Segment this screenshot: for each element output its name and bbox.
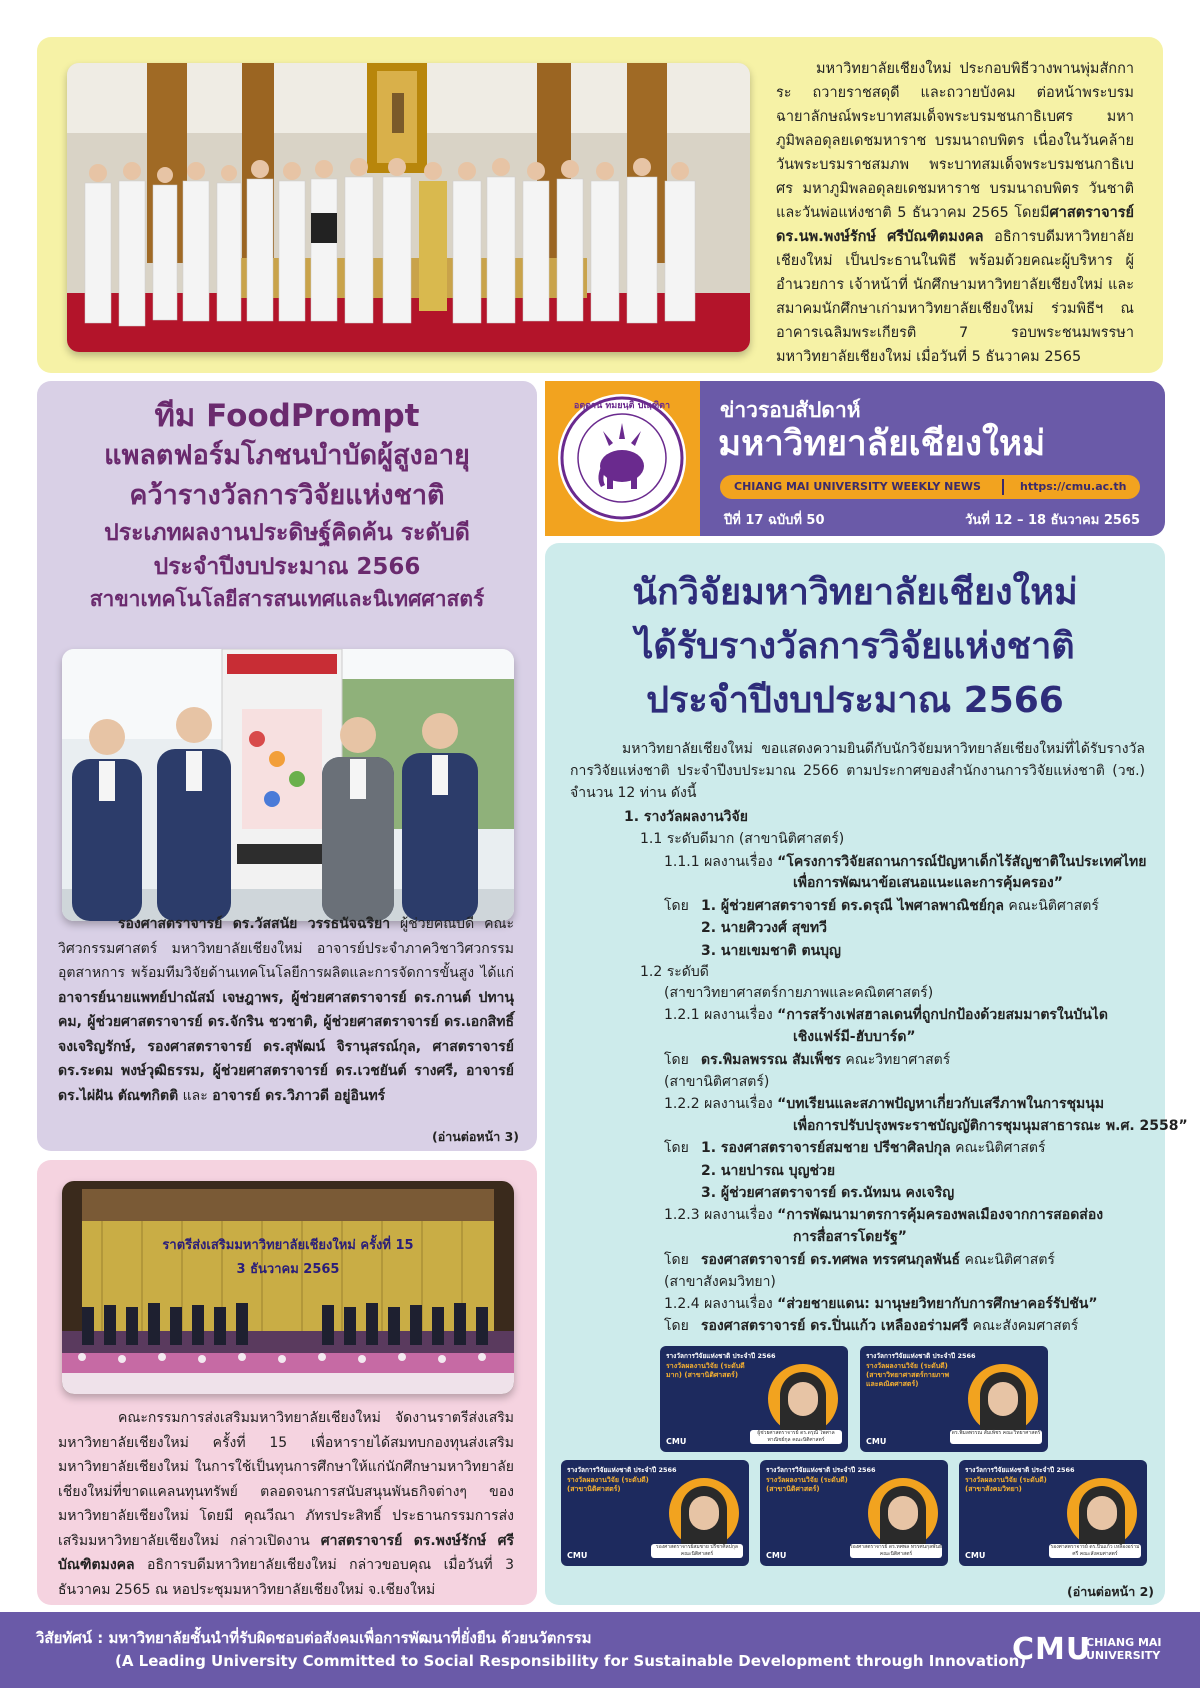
cmu-footer-logo-icon: CMU [1012,1632,1092,1667]
stage-banner-title: ราตรีส่งเสริมมหาวิทยาลัยเชียงใหม่ ครั้งที่ 15 [162,1238,414,1253]
masthead-url-link[interactable]: https://cmu.ac.th [1020,480,1127,493]
award-1-2: 1.2 ระดับดี [640,964,709,980]
award-section-1: 1. รางวัลผลงานวิจัย [624,809,748,825]
foodprompt-text: รองศาสตราจารย์ ดร.วัสสนัย วรรธนัจฉริยา ผู้ช่วยคณบดี คณะวิศวกรรมศาสตร์ มหาวิทยาลัยเชียงใหม่ อาจารย์ประจำภาควิชาวิศวกรรมอุตสาหการ พร้อมทีมวิจัยด้านเทคโนโลยีการผลิตและการจัดการขั้นสูง ได้แก่ อาจารย์นายแพทย์ปาณัสม์ เจษฎาพร, ผู้ช่วยศาสตราจารย์ ดร.กานต์ ปทานุคม, ผู้ช่วยศาสตราจารย์ ดร.จักริน ชวชาติ, ผู้ช่วยศาสตราจารย์ ดร.เอกสิทธิ์ จงเจริญรักษ์, รองศาสตราจารย์ ดร.สุพัฒน์ จิรานุสรณ์กุล, ศาสตราจารย์ ดร.ระดม พงษ์วุฒิธรรม, ผู้ช่วยศาสตราจารย์ ดร.เวชยันต์ รางศรี, อาจารย์ ดร.ไผ่ฝัน ตัณฑกิตติ และ อาจารย์ ดร.วิภาวดี อยู่อินทร์ [58,916,514,1104]
seal-motto: อตฺตานํ ทมยนฺติ ปณฺฑิตา [573,401,671,411]
researcher: รองศาสตราจารย์ ดร.ปิ่นแก้ว เหลืองอร่ามศรี คณะสังคมศาสตร์ [701,1318,1079,1334]
award-card: รางวัลการวิจัยแห่งชาติ ประจำปี 2566 รางวัลผลงานวิจัย (ระดับดีมาก) (สาขานิติศาสตร์) ผู้ช่วยศาสตราจารย์ ดร.ดรุณี ไพศาลพาณิชย์กุล คณะนิติศาสตร์ CMU [660,1346,848,1452]
award-card: รางวัลการวิจัยแห่งชาติ ประจำปี 2566 รางวัลผลงานวิจัย (ระดับดี) (สาขาวิทยาศาสตร์กายภาพ และคณิตศาสตร์) ดร.พิมลพรรณ สัมเพ็ชร คณะวิทยาศาสตร์ CMU [860,1346,1048,1452]
foodprompt-headline: ทีม FoodPrompt แพลตฟอร์มโภชนบำบัดผู้สูงอายุ คว้ารางวัลการวิจัยแห่งชาติ ประเภทผลงานประดิษฐ์คิดค้น ระดับดี ประจำปีงบประมาณ 2566 สาขาเทคโนโลยีสารสนเทศและนิเทศศาสตร์ [89,398,485,611]
award-card: รางวัลการวิจัยแห่งชาติ ประจำปี 2566 รางวัลผลงานวิจัย (ระดับดี) (สาขานิติศาสตร์) รองศาสตราจารย์สมชาย ปรีชาศิลปกุล คณะนิติศาสตร์ CMU [561,1460,749,1566]
cmu-logo-icon: CMU [567,1551,588,1560]
researcher: 3. นายเขมชาติ ตนบุญ [701,943,841,959]
award-1-2-3: 1.2.3 ผลงานเรื่อง “การพัฒนามาตรการคุ้มครองพลเมืองจากการสอดส่อง [664,1207,1104,1223]
by-label: โดย [664,1052,689,1068]
masthead-kicker: ข่าวรอบสัปดาห์ [720,398,861,422]
cmu-seal-icon [545,381,700,536]
award-1-1: 1.1 ระดับดีมาก (สาขานิติศาสตร์) [640,831,845,847]
masthead-date: วันที่ 12 – 18 ธันวาคม 2565 [965,513,1140,528]
cmu-logo-icon: CMU [866,1437,887,1446]
award-1-2-1-title: เชิงแฟร์มี-ฮับบาร์ด” [793,1029,916,1045]
award-1-2-2: 1.2.2 ผลงานเรื่อง “บทเรียนและสภาพปัญหาเกี่ยวกับเสรีภาพในการชุมนุม [664,1096,1105,1112]
footer [0,1612,1200,1688]
masthead-bar-label: CHIANG MAI UNIVERSITY WEEKLY NEWS [734,480,981,493]
masthead-bar [720,475,1140,499]
cmu-logo-icon: CMU [666,1437,687,1446]
vision-english: (A Leading University Committed to Social Responsibility for Sustainable Development through Innovation) [115,1652,1027,1670]
cmu-footer-logo-text: CHIANG MAI UNIVERSITY [1086,1636,1162,1662]
researcher: รองศาสตราจารย์ ดร.ทศพล ทรรศนกุลพันธ์ คณะนิติศาสตร์ [701,1252,1055,1268]
gala-stage-photo [62,1181,514,1394]
by-label: โดย [664,1252,689,1268]
by-label: โดย [664,898,689,914]
award-1-2-3-title: การสื่อสารโดยรัฐ” [793,1229,907,1245]
vision-thai: วิสัยทัศน์ : มหาวิทยาลัยชั้นนำที่รับผิดชอบต่อสังคมเพื่อการพัฒนาที่ยั่งยืน ด้วยนวัตกรรม [36,1629,592,1647]
continue-page-3: (อ่านต่อหน้า 3) [432,1129,519,1144]
award-1-2-2-title: เพื่อการปรับปรุงพระราชบัญญัติการชุมนุมสาธารณะ พ.ศ. 2558” [793,1118,1188,1134]
field-label: (สาขาวิทยาศาสตร์กายภาพและคณิตศาสตร์) [664,985,934,1001]
continue-page-2: (อ่านต่อหน้า 2) [1067,1584,1154,1599]
field-label: (สาขานิติศาสตร์) [664,1074,770,1090]
award-1-2-1: 1.2.1 ผลงานเรื่อง “การสร้างเฟสฮาลเดนที่ถูกปกป้องด้วยสมมาตรในบันได [664,1007,1108,1023]
masthead-title: มหาวิทยาลัยเชียงใหม่ [718,424,1046,464]
researcher: 2. นายปารณ บุญช่วย [701,1163,836,1179]
researcher: 1. รองศาสตราจารย์สมชาย ปรีชาศิลปกุล คณะนิติศาสตร์ [701,1140,1046,1156]
researcher: 3. ผู้ช่วยศาสตราจารย์ ดร.นัทมน คงเจริญ [701,1185,955,1201]
top-story-text: มหาวิทยาลัยเชียงใหม่ ประกอบพิธีวางพานพุ่มสักการะ ถวายราชสดุดี และถวายบังคม ต่อหน้าพระบรมฉายาลักษณ์พระบาทสมเด็จพระบรมชนกาธิเบศร มหาภูมิพลอดุลยเดชมหาราช บรมนาถบพิตร เนื่องในวันคล้ายวันพระบรมราชสมภพ พระบาทสมเด็จพระบรมชนกาธิเบศร มหาภูมิพลอดุลยเดชมหาราช บรมนาถบพิตร วันชาติ และวันพ่อแห่งชาติ 5 ธันวาคม 2565 โดยมีศาสตราจารย์ ดร.นพ.พงษ์รักษ์ ศรีบัณฑิตมงคล อธิการบดีมหาวิทยาลัยเชียงใหม่ เป็นประธานในพิธี พร้อมด้วยคณะผู้บริหาร ผู้อำนวยการ เจ้าหน้าที่ นักศึกษามหาวิทยาลัยเชียงใหม่ และสมาคมนักศึกษาเก่ามหาวิทยาลัยเชียงใหม่ ร่วมพิธีฯ ณ อาคารเฉลิมพระเกียรติ 7 รอบพระชนมพรรษา มหาวิทยาลัยเชียงใหม่ เมื่อวันที่ 5 ธันวาคม 2565 [776,61,1134,365]
researcher: 2. นายศิววงศ์ สุขทวี [701,920,827,936]
by-label: โดย [664,1318,689,1334]
by-label: โดย [664,1140,689,1156]
award-1-1-1-title: เพื่อการพัฒนาข้อเสนอแนะและการคุ้มครอง” [793,875,1063,891]
masthead-issue: ปีที่ 17 ฉบับที่ 50 [724,513,825,528]
main-headline: นักวิจัยมหาวิทยาลัยเชียงใหม่ ได้รับรางวัลการวิจัยแห่งชาติ ประจำปีงบประมาณ 2566 [632,572,1078,721]
masthead-bar-divider [1002,479,1004,495]
field-label: (สาขาสังคมวิทยา) [664,1274,776,1290]
stage-banner-date: 3 ธันวาคม 2565 [236,1262,340,1277]
ceremony-photo [67,63,750,352]
main-intro: มหาวิทยาลัยเชียงใหม่ ขอแสดงความยินดีกับนักวิจัยมหาวิทยาลัยเชียงใหม่ที่ได้รับรางวัลการวิจัยแห่งชาติ ประจำปีงบประมาณ 2566 ตามประกาศของสำนักงานการวิจัยแห่งชาติ (วช.) จำนวน 12 ท่าน ดังนี้ [570,741,1145,801]
foodprompt-team-photo [62,649,514,921]
researcher: 1. ผู้ช่วยศาสตราจารย์ ดร.ดรุณี ไพศาลพาณิชย์กุล คณะนิติศาสตร์ [701,898,1099,914]
researcher: ดร.พิมลพรรณ สัมเพ็ชร คณะวิทยาศาสตร์ [701,1052,951,1068]
award-1-2-4: 1.2.4 ผลงานเรื่อง “ส่วยชายแดน: มานุษยวิทยากับการศึกษาคอร์รัปชัน” [664,1296,1098,1312]
cmu-logo-icon: CMU [766,1551,787,1560]
award-card: รางวัลการวิจัยแห่งชาติ ประจำปี 2566 รางวัลผลงานวิจัย (ระดับดี) (สาขาสังคมวิทยา) รองศาสตราจารย์ ดร.ปิ่นแก้ว เหลืองอร่ามศรี คณะสังคมศาสตร์ CMU [959,1460,1147,1566]
masthead-logo-box [545,381,700,536]
award-card: รางวัลการวิจัยแห่งชาติ ประจำปี 2566 รางวัลผลงานวิจัย (ระดับดี) (สาขานิติศาสตร์) รองศาสตราจารย์ ดร.ทศพล ทรรศนกุลพันธ์ คณะนิติศาสตร์ CMU [760,1460,948,1566]
gala-text: คณะกรรมการส่งเสริมมหาวิทยาลัยเชียงใหม่ จัดงานราตรีส่งเสริมมหาวิทยาลัยเชียงใหม่ ครั้งที่ 15 เพื่อหารายได้สมทบกองทุนส่งเสริมมหาวิทยาลัยเชียงใหม่ ในการใช้เป็นทุนการศึกษาให้แก่นักศึกษามหาวิทยาลัยเชียงใหม่ที่ขาดแคลนทุนทรัพย์ ตลอดจนการสนับสนุนพันธกิจต่างๆ ของมหาวิทยาลัยเชียงใหม่ โดยมี คุณวีณา ภัทรประสิทธิ์ ประธานกรรมการส่งเสริมมหาวิทยาลัยเชียงใหม่ กล่าวเปิดงาน ศาสตราจารย์ ดร.พงษ์รักษ์ ศรีบัณฑิตมงคล อธิการบดีมหาวิทยาลัยเชียงใหม่ กล่าวขอบคุณ เมื่อวันที่ 3 ธันวาคม 2565 ณ หอประชุมมหาวิทยาลัยเชียงใหม่ จ.เชียงใหม่ [58,1410,514,1598]
cmu-logo-icon: CMU [965,1551,986,1560]
award-1-1-1: 1.1.1 ผลงานเรื่อง “โครงการวิจัยสถานการณ์ปัญหาเด็กไร้สัญชาติในประเทศไทย [664,854,1147,870]
